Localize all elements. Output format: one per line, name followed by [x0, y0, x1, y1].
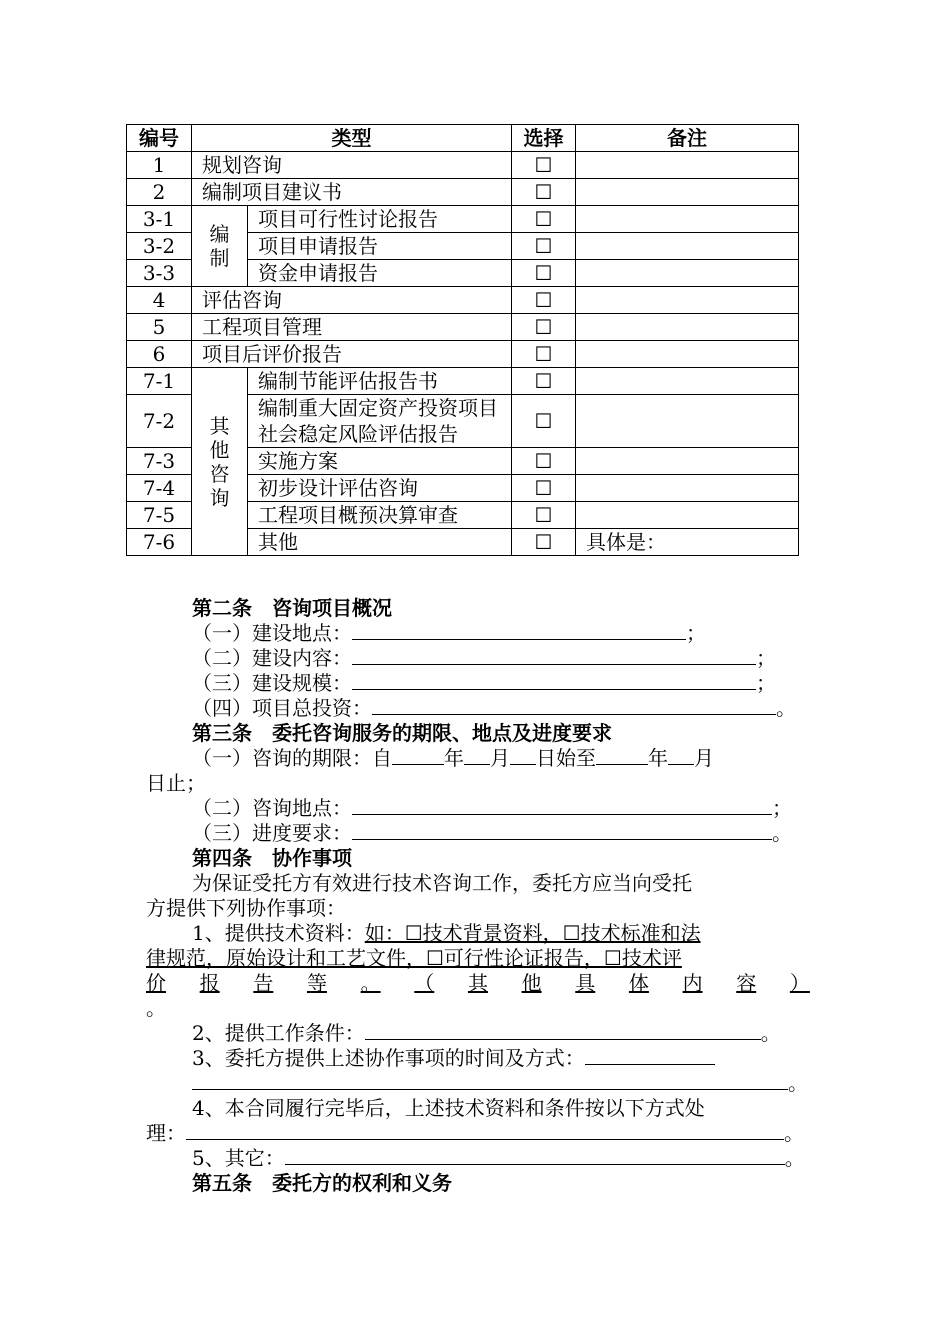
spread-char: 价 [146, 971, 166, 995]
article-4-item-2 [146, 1021, 810, 1046]
row-type: 实施方案 [248, 448, 512, 475]
item-end: ； [756, 671, 776, 695]
contract-body [146, 596, 810, 1196]
service-type-table [126, 124, 799, 556]
spread-char: 等 [306, 971, 327, 995]
content-blank[interactable] [352, 646, 756, 665]
progress-label: （三）进度要求： [192, 821, 352, 845]
article-3-progress [146, 821, 810, 846]
row-no: 7-6 [127, 529, 192, 556]
article-4-item-1-spread [146, 971, 810, 996]
article-4-item-4-cont [146, 1121, 810, 1146]
article-2-title: 第二条 咨询项目概况 [192, 596, 392, 620]
select-checkbox[interactable]: ☐ [512, 529, 576, 556]
item-end: 。 [772, 821, 792, 845]
investment-blank[interactable] [372, 696, 776, 715]
article-4-item-1 [146, 921, 810, 946]
row-note: 具体是： [576, 529, 799, 556]
article-5-title: 第五条 委托方的权利和义务 [192, 1171, 452, 1195]
item-end: 。 [784, 1121, 804, 1145]
item-label: 2、提供工作条件： [192, 1021, 365, 1045]
row-no: 6 [127, 341, 192, 368]
article-2-item-location [146, 621, 810, 646]
select-checkbox[interactable]: ☐ [512, 233, 576, 260]
row-no: 3-3 [127, 260, 192, 287]
table-row [127, 206, 799, 233]
month-label: 月 [490, 746, 510, 770]
end-year-blank[interactable] [596, 746, 648, 765]
article-4-item-3-cont [146, 1071, 810, 1096]
group-char: 其 [209, 413, 230, 438]
row-type: 其他 [248, 529, 512, 556]
row-type: 工程项目概预决算审查 [248, 502, 512, 529]
row-note [576, 502, 799, 529]
row-type: 项目可行性讨论报告 [248, 206, 512, 233]
select-checkbox[interactable]: ☐ [512, 341, 576, 368]
spread-char: 告 [253, 971, 274, 995]
row-type: 评估咨询 [192, 287, 512, 314]
year-label: 年 [444, 746, 464, 770]
group-label-other [192, 368, 248, 556]
table-row [127, 287, 799, 314]
start-day-blank[interactable] [510, 746, 536, 765]
select-checkbox[interactable]: ☐ [512, 475, 576, 502]
table-row [127, 152, 799, 179]
spread-char: ） [789, 971, 810, 995]
row-note [576, 368, 799, 395]
row-note [576, 314, 799, 341]
article-4-title: 第四条 协作事项 [192, 846, 352, 870]
item-label: 理： [146, 1121, 186, 1145]
progress-blank[interactable] [352, 821, 772, 840]
start-month-blank[interactable] [464, 746, 490, 765]
article-2-item-content [146, 646, 810, 671]
row-type: 工程项目管理 [192, 314, 512, 341]
article-3-place [146, 796, 810, 821]
row-note [576, 341, 799, 368]
period-label: （一）咨询的期限：自 [192, 746, 392, 770]
group-char: 询 [209, 485, 230, 510]
row-type: 初步设计评估咨询 [248, 475, 512, 502]
select-checkbox[interactable]: ☐ [512, 206, 576, 233]
item-end: 。 [760, 1021, 781, 1045]
time-method-blank[interactable] [585, 1046, 715, 1065]
article-4-item-1-cont [146, 946, 810, 971]
table-row [127, 314, 799, 341]
select-checkbox[interactable]: ☐ [512, 152, 576, 179]
article-2-item-scale [146, 671, 810, 696]
item-label: （一）建设地点： [192, 621, 352, 645]
item-label: （二）建设内容： [192, 646, 352, 670]
row-note [576, 260, 799, 287]
header-note: 备注 [576, 125, 799, 152]
tech-materials-options: 如：☐技术背景资料，☐技术标准和法 [364, 921, 701, 945]
article-4-item-4: 4、本合同履行完毕后，上述技术资料和条件按以下方式处 [192, 1096, 705, 1120]
place-label: （二）咨询地点： [192, 796, 352, 820]
tech-materials-other [146, 971, 810, 996]
item-label: 1、提供技术资料： [192, 921, 365, 945]
row-type: 编制重大固定资产投资项目社会稳定风险评估报告 [248, 395, 512, 448]
row-note [576, 395, 799, 448]
item-label: 3、委托方提供上述协作事项的时间及方式： [192, 1046, 585, 1070]
table-row [127, 179, 799, 206]
row-type: 编制项目建议书 [192, 179, 512, 206]
row-no: 1 [127, 152, 192, 179]
item-end: 。 [784, 1146, 805, 1170]
item-label: （四）项目总投资： [192, 696, 372, 720]
row-type: 规划咨询 [192, 152, 512, 179]
article-4-intro-cont: 方提供下列协作事项： [146, 896, 346, 920]
article-3-title: 第三条 委托咨询服务的期限、地点及进度要求 [192, 721, 612, 745]
other-blank[interactable] [285, 1146, 785, 1165]
spread-char: 具 [575, 971, 596, 995]
article-4-intro: 为保证受托方有效进行技术咨询工作，委托方应当向受托 [192, 871, 692, 895]
header-no: 编号 [127, 125, 192, 152]
spread-char: 容 [736, 971, 757, 995]
table-row [127, 341, 799, 368]
spread-char: 体 [628, 971, 649, 995]
item-end: ； [686, 621, 706, 645]
group-char: 编 [209, 222, 230, 246]
year-label: 年 [648, 746, 668, 770]
row-no: 7-4 [127, 475, 192, 502]
row-note [576, 287, 799, 314]
item-end: ； [756, 646, 776, 670]
place-blank[interactable] [352, 796, 772, 815]
article-3-period [146, 746, 810, 771]
scale-blank[interactable] [352, 671, 756, 690]
tech-materials-options-cont: 律规范，原始设计和工艺文件，☐可行性论证报告，☐技术评 [146, 946, 682, 970]
row-note [576, 448, 799, 475]
row-no: 7-5 [127, 502, 192, 529]
item-end: 。 [776, 696, 796, 720]
row-note [576, 152, 799, 179]
group-char: 制 [209, 246, 230, 270]
select-checkbox[interactable]: ☐ [512, 260, 576, 287]
item-label: （三）建设规模： [192, 671, 352, 695]
work-conditions-blank[interactable] [365, 1021, 761, 1040]
group-char: 他 [209, 437, 230, 462]
spread-char: 。 [360, 971, 381, 995]
row-no: 3-2 [127, 233, 192, 260]
end-month-blank[interactable] [668, 746, 694, 765]
item-end: 。 [788, 1071, 808, 1095]
row-no: 2 [127, 179, 192, 206]
select-checkbox[interactable]: ☐ [512, 368, 576, 395]
row-type: 项目申请报告 [248, 233, 512, 260]
article-3-period-cont: 日止； [146, 771, 206, 795]
item-end: ； [772, 796, 792, 820]
row-note [576, 475, 799, 502]
spread-char: 内 [682, 971, 703, 995]
select-checkbox[interactable]: ☐ [512, 179, 576, 206]
table-row [127, 368, 799, 395]
group-char: 咨 [209, 461, 230, 486]
row-no: 5 [127, 314, 192, 341]
row-no: 7-1 [127, 368, 192, 395]
row-no: 7-3 [127, 448, 192, 475]
row-type: 项目后评价报告 [192, 341, 512, 368]
row-type: 资金申请报告 [248, 260, 512, 287]
start-year-blank[interactable] [392, 746, 444, 765]
location-blank[interactable] [352, 621, 686, 640]
spread-char: 报 [199, 971, 220, 995]
table-header-row [127, 125, 799, 152]
header-select: 选择 [512, 125, 576, 152]
row-no: 4 [127, 287, 192, 314]
row-note [576, 206, 799, 233]
handling-method-blank[interactable] [186, 1121, 784, 1140]
row-type: 编制节能评估报告书 [248, 368, 512, 395]
header-type: 类型 [192, 125, 512, 152]
select-checkbox[interactable]: ☐ [512, 287, 576, 314]
select-checkbox[interactable]: ☐ [512, 502, 576, 529]
article-4-item-5 [146, 1146, 810, 1171]
article-2-item-investment [146, 696, 810, 721]
month-label: 月 [694, 746, 714, 770]
group-label-compile [192, 206, 248, 287]
row-note [576, 233, 799, 260]
spread-char: （ [414, 971, 435, 995]
article-4-item-1-end: 。 [146, 996, 166, 1020]
row-no: 7-2 [127, 395, 192, 448]
select-checkbox[interactable]: ☐ [512, 448, 576, 475]
spread-char: 其 [467, 971, 488, 995]
day-label: 日始至 [536, 746, 596, 770]
row-no: 3-1 [127, 206, 192, 233]
row-note [576, 179, 799, 206]
select-checkbox[interactable]: ☐ [512, 395, 576, 448]
article-4-item-3 [146, 1046, 810, 1071]
select-checkbox[interactable]: ☐ [512, 314, 576, 341]
spread-char: 他 [521, 971, 542, 995]
item-label: 5、其它： [192, 1146, 285, 1170]
time-method-blank-cont[interactable] [192, 1071, 788, 1090]
